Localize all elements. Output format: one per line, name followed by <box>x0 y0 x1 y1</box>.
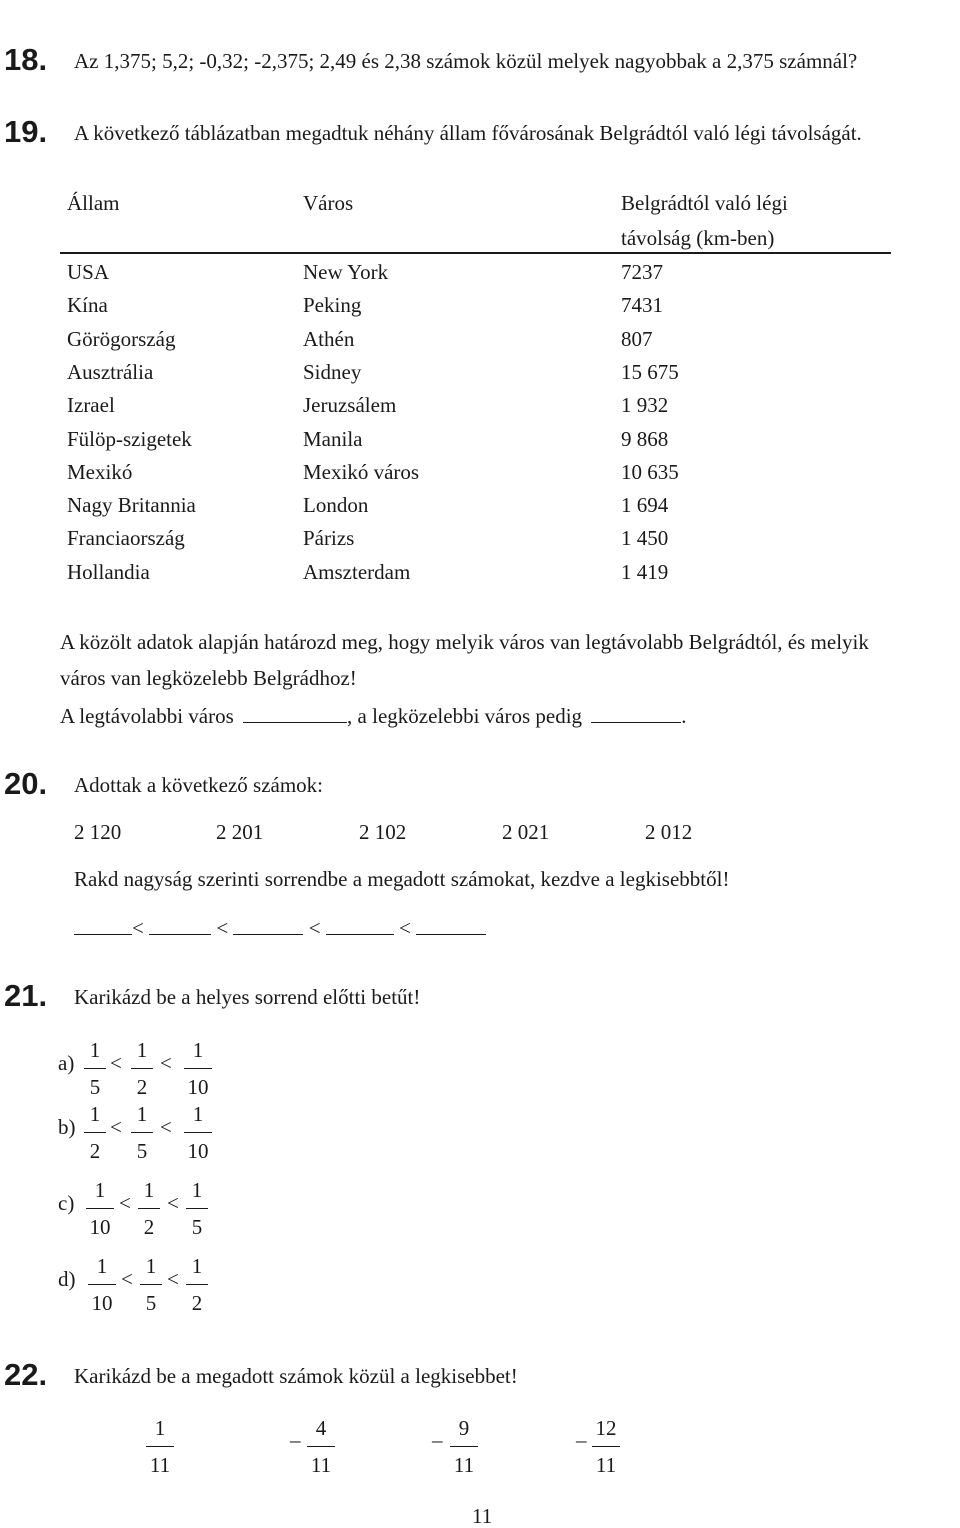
table-cell-distance: 1 932 <box>621 393 669 418</box>
lt-sign: < <box>119 1191 131 1215</box>
fraction-numerator: 12 <box>595 1416 617 1440</box>
option-label[interactable]: d) <box>58 1267 76 1291</box>
given-number-5: 2 012 <box>645 820 693 844</box>
table-cell-state: Hollandia <box>67 559 150 584</box>
lt-sign: < <box>167 1267 179 1291</box>
fraction-numerator: 1 <box>154 1416 166 1440</box>
table-cell-distance: 9 868 <box>621 426 669 451</box>
q19-paragraph-line1: A közölt adatok alapján határozd meg, hogy melyik város van legtávolabb Belgrádtól, és melyik <box>60 630 869 654</box>
given-number-1: 2 120 <box>74 820 122 844</box>
table-cell-city: Jeruzsálem <box>303 393 397 418</box>
fraction-denominator: 10 <box>187 1075 209 1099</box>
lt-sign: < <box>160 1115 172 1139</box>
table-cell-distance: 1 419 <box>621 559 669 584</box>
table-header-city: Város <box>303 191 354 215</box>
fraction-denominator: 5 <box>136 1139 148 1163</box>
option-label[interactable]: c) <box>58 1191 75 1215</box>
fraction-denominator: 11 <box>149 1453 171 1477</box>
table-header-distance-line2: távolság (km-ben) <box>621 226 775 250</box>
order-blank-3[interactable] <box>233 916 303 935</box>
fraction-denominator: 11 <box>310 1453 332 1477</box>
fraction <box>307 1418 335 1476</box>
lt-sign: < <box>121 1267 133 1291</box>
lt-sign: < <box>399 916 411 940</box>
minus-sign: – <box>290 1428 301 1452</box>
answer-end: . <box>681 704 687 728</box>
fraction-denominator: 2 <box>191 1291 203 1315</box>
fraction <box>186 1256 208 1314</box>
q19-paragraph-line2: város van legközelebb Belgrádhoz! <box>60 666 357 690</box>
table-cell-distance: 1 450 <box>621 526 669 551</box>
fraction-numerator: 1 <box>191 1178 203 1202</box>
table-cell-state: Kína <box>67 293 108 318</box>
table-cell-distance: 15 675 <box>621 359 679 384</box>
question-text-21: Karikázd be a helyes sorrend előtti betűt! <box>74 985 421 1009</box>
given-number-4: 2 021 <box>502 820 550 844</box>
fraction-numerator: 4 <box>315 1416 327 1440</box>
fraction-numerator: 1 <box>143 1178 155 1202</box>
lt-sign: < <box>132 916 144 940</box>
fraction-denominator: 2 <box>136 1075 148 1099</box>
minus-sign: – <box>432 1428 443 1452</box>
fraction <box>88 1256 116 1314</box>
fraction-numerator: 1 <box>136 1038 148 1062</box>
q20-instruction: Rakd nagyság szerinti sorrendbe a megadott számokat, kezdve a legkisebbtől! <box>74 867 730 891</box>
order-blank-5[interactable] <box>416 916 486 935</box>
table-cell-state: Izrael <box>67 393 115 418</box>
answer-prefix: A legtávolabbi város <box>60 704 234 728</box>
table-cell-state: Franciaország <box>67 526 185 551</box>
question-text-20: Adottak a következő számok: <box>74 773 324 797</box>
question-number-22: 22. <box>4 1357 48 1392</box>
fraction <box>146 1418 174 1476</box>
fraction <box>140 1256 162 1314</box>
fraction-numerator: 1 <box>192 1102 204 1126</box>
question-text-19: A következő táblázatban megadtuk néhány állam fővárosának Belgrádtól való légi távolságát. <box>74 121 862 145</box>
given-number-3: 2 102 <box>359 820 407 844</box>
table-cell-city: London <box>303 493 369 518</box>
order-blank-2[interactable] <box>149 916 211 935</box>
fraction-numerator: 1 <box>192 1038 204 1062</box>
table-cell-distance: 7431 <box>621 293 663 318</box>
table-cell-city: Athén <box>303 326 355 351</box>
question-number-19: 19. <box>4 114 48 149</box>
question-text-18: Az 1,375; 5,2; -0,32; -2,375; 2,49 és 2,38 számok közül melyek nagyobbak a 2,375 számnál? <box>74 49 858 73</box>
lt-sign: < <box>160 1051 172 1075</box>
fraction-denominator: 5 <box>191 1215 203 1239</box>
lt-sign: < <box>308 916 321 940</box>
ordering-answer-line <box>74 916 486 939</box>
lt-sign: < <box>110 1115 122 1139</box>
fraction <box>84 1104 106 1162</box>
fraction <box>84 1040 106 1098</box>
table-cell-state: USA <box>67 260 110 284</box>
table-cell-state: Mexikó <box>67 459 133 484</box>
table-cell-distance: 807 <box>621 326 653 351</box>
lt-sign: < <box>110 1051 122 1075</box>
table-cell-city: Sidney <box>303 359 362 384</box>
table-cell-state: Ausztrália <box>67 359 154 384</box>
fraction-numerator: 1 <box>94 1178 106 1202</box>
table-cell-city: Amszterdam <box>303 559 411 584</box>
table-cell-city: Manila <box>303 426 363 451</box>
fraction-numerator: 1 <box>96 1254 108 1278</box>
fraction-numerator: 1 <box>89 1102 101 1126</box>
question-number-18: 18. <box>4 42 48 77</box>
table-cell-distance: 7237 <box>621 260 663 284</box>
fraction-numerator: 1 <box>89 1038 101 1062</box>
table-cell-city: New York <box>303 260 389 284</box>
table-cell-distance: 10 635 <box>621 459 679 484</box>
table-cell-city: Párizs <box>303 526 355 551</box>
table-cell-city: Peking <box>303 293 362 318</box>
order-blank-4[interactable] <box>326 916 394 935</box>
answer-middle: , a legközelebbi város pedig <box>347 704 583 728</box>
fraction-denominator: 2 <box>143 1215 155 1239</box>
lt-sign: < <box>167 1191 179 1215</box>
fraction <box>131 1104 153 1162</box>
option-label[interactable]: a) <box>58 1051 75 1075</box>
table-cell-state: Fülöp-szigetek <box>67 426 192 451</box>
fraction <box>184 1104 212 1162</box>
given-number-2: 2 201 <box>216 820 264 844</box>
farthest-city-blank[interactable] <box>243 704 347 723</box>
fraction-numerator: 1 <box>136 1102 148 1126</box>
fraction-denominator: 5 <box>89 1075 101 1099</box>
table-cell-state: Nagy Britannia <box>67 493 196 518</box>
fraction-numerator: 1 <box>145 1254 157 1278</box>
fraction <box>184 1040 212 1098</box>
fraction-denominator: 10 <box>187 1139 209 1163</box>
fraction <box>138 1180 160 1238</box>
fraction <box>592 1418 620 1476</box>
table-header-rule <box>60 252 891 254</box>
question-text-22: Karikázd be a megadott számok közül a legkisebbet! <box>74 1364 518 1388</box>
fraction-denominator: 2 <box>89 1139 101 1163</box>
fraction-denominator: 11 <box>453 1453 475 1477</box>
fraction-denominator: 5 <box>145 1291 157 1315</box>
table-header-distance-line1: Belgrádtól való légi <box>621 191 788 215</box>
table-cell-city: Mexikó város <box>303 459 420 484</box>
table-header-state: Állam <box>67 191 120 215</box>
question-number-21: 21. <box>4 978 48 1013</box>
fraction <box>86 1180 114 1238</box>
fraction-numerator: 1 <box>191 1254 203 1278</box>
fraction-denominator: 10 <box>91 1291 113 1315</box>
table-cell-distance: 1 694 <box>621 493 669 518</box>
page-number: 11 <box>472 1504 493 1528</box>
table-cell-state: Görögország <box>67 326 176 351</box>
option-label[interactable]: b) <box>58 1115 76 1139</box>
fraction-denominator: 10 <box>89 1215 111 1239</box>
lt-sign: < <box>216 916 229 940</box>
fraction-numerator: 9 <box>458 1416 470 1440</box>
fraction-denominator: 11 <box>595 1453 617 1477</box>
fraction <box>186 1180 208 1238</box>
minus-sign: – <box>576 1428 587 1452</box>
nearest-city-blank[interactable] <box>591 704 681 723</box>
q19-answer-line <box>60 704 687 727</box>
fraction <box>131 1040 153 1098</box>
fraction <box>450 1418 478 1476</box>
question-number-20: 20. <box>4 766 48 801</box>
order-blank-1[interactable] <box>74 916 132 935</box>
